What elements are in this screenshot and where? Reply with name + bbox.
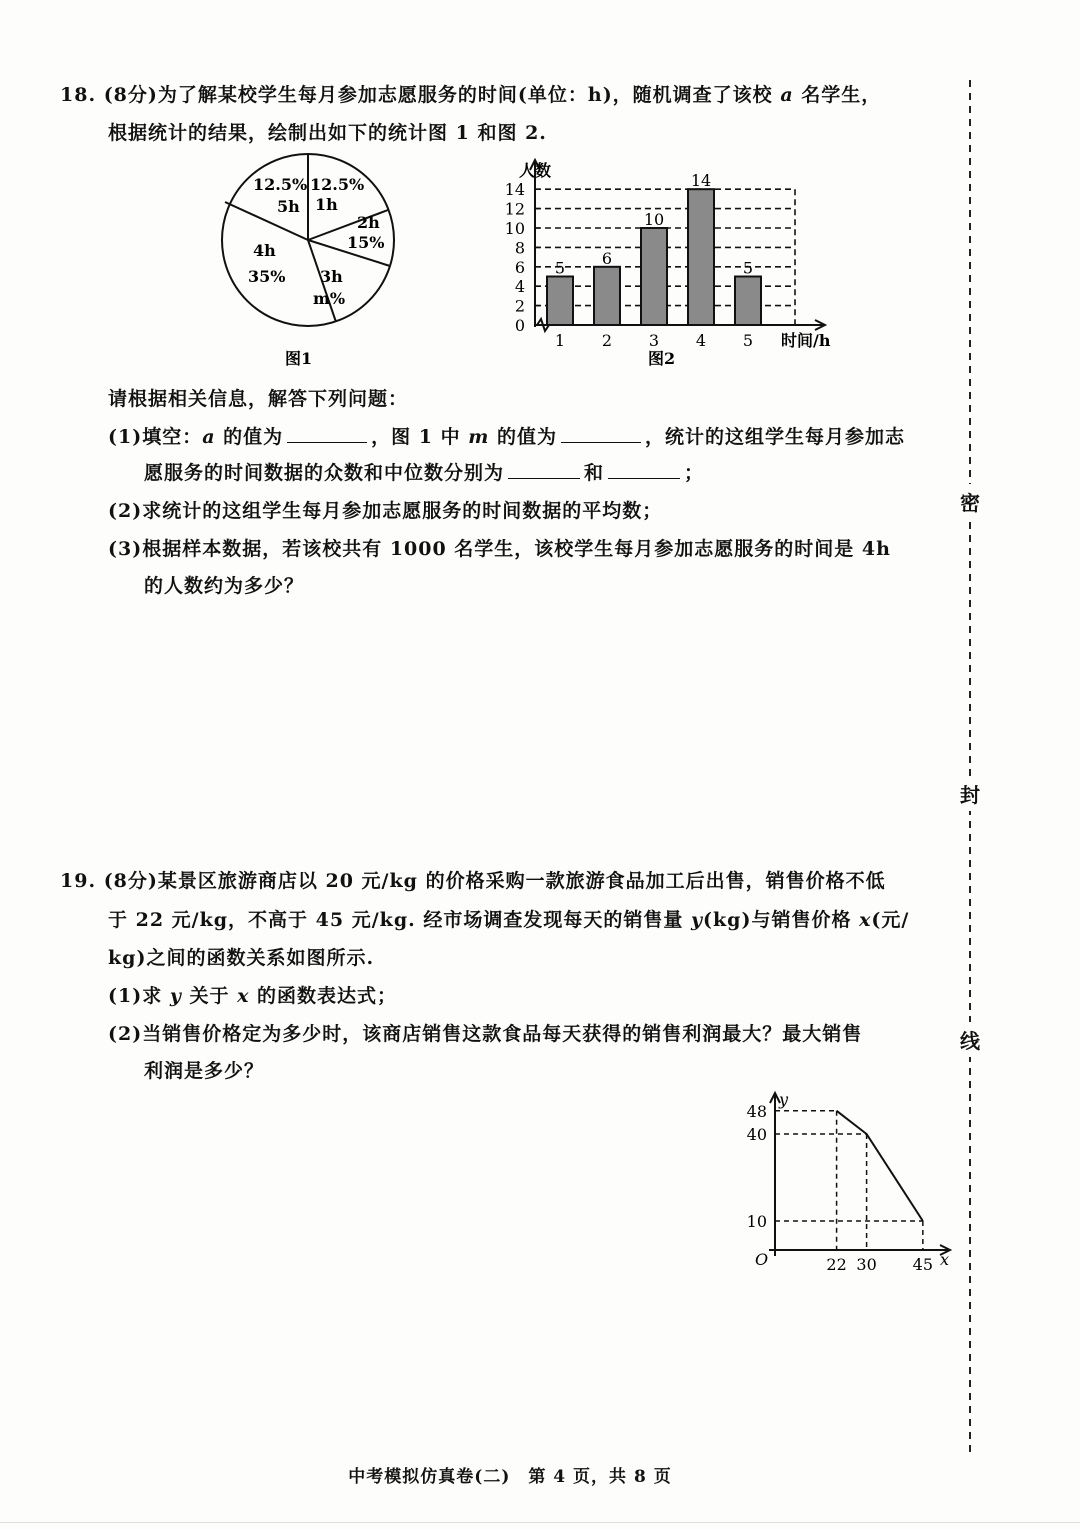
seal-char-1: 密 <box>960 484 980 519</box>
bar-value-label: 6 <box>601 248 613 268</box>
var-m: m <box>468 426 490 448</box>
q18-p1-text-g: 和 <box>584 462 605 484</box>
bar-xtick-label: 3 <box>648 331 660 350</box>
q19-number: 19. <box>60 870 97 892</box>
var-x-2: x <box>237 985 250 1007</box>
bar-1 <box>547 277 573 326</box>
bar-ytick-label: 14 <box>504 180 525 200</box>
q18-part1-line1 <box>108 422 905 449</box>
q18-p1-text-a: (1)填空： <box>108 426 203 448</box>
pie-p1: 12.5% <box>310 175 365 194</box>
graph-axis-y: y <box>779 1090 789 1109</box>
q19-line3: kg)之间的函数关系如图所示. <box>108 947 375 969</box>
pie-p5: 12.5% <box>253 175 308 194</box>
pie-h4: 4h <box>253 241 276 260</box>
function-graph <box>735 1085 960 1275</box>
q18-score: (8分) <box>103 84 158 106</box>
q18-stem-b: 名学生， <box>793 84 882 106</box>
bar-4 <box>688 189 714 325</box>
bar-xtick-label: 5 <box>742 331 754 350</box>
q18-stem-a: 为了解某校学生每月参加志愿服务的时间(单位：h)，随机调查了该校 <box>157 84 781 106</box>
q18-part1-line2 <box>144 458 704 485</box>
bar-caption: 图2 <box>648 349 676 368</box>
pie-chart <box>215 150 415 380</box>
q18-p1-text-e: ，统计的这组学生每月参加志 <box>644 426 905 448</box>
bar-value-label: 14 <box>690 171 712 191</box>
graph-ytick-label: 10 <box>746 1212 767 1231</box>
pie-caption: 图1 <box>285 349 313 368</box>
graph-xtick-label: 45 <box>912 1255 934 1274</box>
pie-h2: 2h <box>357 213 380 232</box>
q19-stem-2b: (kg)与销售价格 <box>703 909 860 931</box>
q19-stem-2a: 于 22 元/kg，不高于 45 元/kg. 经市场调查发现每天的销售量 <box>108 909 691 931</box>
q18-intro: 请根据相关信息，解答下列问题： <box>108 388 409 410</box>
bar-xlabel: 时间/h <box>781 331 831 350</box>
q18-p1-text-h: ； <box>684 462 705 484</box>
q18-part3-line1: (3)根据样本数据，若该校共有 1000 名学生，该校学生每月参加志愿服务的时间是 4h <box>108 538 891 560</box>
bar-chart <box>485 152 845 377</box>
graph-xtick-label: 22 <box>826 1255 847 1274</box>
graph-origin: O <box>755 1250 769 1269</box>
var-a: a <box>780 84 794 106</box>
q18-line2: 根据统计的结果，绘制出如下的统计图 1 和图 2. <box>108 122 547 144</box>
bar-5 <box>735 277 761 326</box>
answer-blank-mode[interactable] <box>508 462 580 479</box>
graph-ytick-label: 48 <box>746 1101 767 1121</box>
q18-p1-text-d: 的值为 <box>489 426 557 448</box>
q18-number: 18. <box>60 84 97 106</box>
q18-p1-text-f: 愿服务的时间数据的众数和中位数分别为 <box>144 462 505 484</box>
q18-part2: (2)求统计的这组学生每月参加志愿服务的时间数据的平均数； <box>108 500 663 522</box>
bar-ytick-label: 8 <box>514 238 525 258</box>
bar-value-label: 5 <box>554 258 566 278</box>
bar-ytick-label: 0 <box>514 316 525 335</box>
pie-h3: 3h <box>320 267 343 286</box>
pie-h5: 5h <box>277 197 300 216</box>
q19-stem-2c: (元/ <box>871 909 910 931</box>
q19-p1-a: (1)求 <box>108 985 170 1007</box>
pie-p2: 15% <box>347 233 385 252</box>
bar-xtick-label: 4 <box>695 331 707 350</box>
page-footer: 中考模拟仿真卷(二) 第 4 页，共 8 页 <box>348 1467 672 1487</box>
bar-2 <box>594 267 620 325</box>
bottom-divider <box>0 1522 1080 1523</box>
seal-char-3: 线 <box>960 1022 980 1057</box>
seal-line <box>960 80 980 1460</box>
q18-part3-line2: 的人数约为多少？ <box>144 575 305 597</box>
var-y-2: y <box>169 985 182 1007</box>
var-a-2: a <box>202 426 216 448</box>
answer-blank-median[interactable] <box>608 462 680 479</box>
graph-function-line <box>837 1111 923 1221</box>
var-y: y <box>690 909 704 931</box>
bar-ytick-label: 10 <box>504 219 525 238</box>
bar-3 <box>641 228 667 325</box>
bar-ytick-label: 2 <box>514 296 525 316</box>
q18-p1-text-c: ，图 1 中 <box>371 426 469 448</box>
q19-p1-b: 关于 <box>181 985 238 1007</box>
bar-ytick-label: 6 <box>514 257 525 277</box>
q19-stem-1: 某景区旅游商店以 20 元/kg 的价格采购一款旅游食品加工后出售，销售价格不低 <box>157 870 886 892</box>
q18-p1-text-b: 的值为 <box>215 426 284 448</box>
graph-axis-x: x <box>940 1250 950 1269</box>
q19-part2-line1: (2)当销售价格定为多少时，该商店销售这款食品每天获得的销售利润最大？最大销售 <box>108 1023 863 1045</box>
q19-line1 <box>60 866 886 893</box>
bar-ytick-label: 4 <box>514 277 525 297</box>
answer-blank-a[interactable] <box>287 426 367 443</box>
q18-line1 <box>60 80 881 107</box>
pie-p3: m% <box>313 289 346 308</box>
q19-part1 <box>108 981 397 1008</box>
answer-blank-m[interactable] <box>561 426 641 443</box>
pie-h1: 1h <box>315 195 338 214</box>
bar-value-label: 10 <box>643 210 665 229</box>
bar-ytick-label: 12 <box>504 199 525 219</box>
graph-xtick-label: 30 <box>856 1255 877 1274</box>
q19-score: (8分) <box>103 870 158 892</box>
graph-ytick-label: 40 <box>746 1125 767 1144</box>
bar-xtick-label: 1 <box>554 331 566 350</box>
var-x: x <box>859 909 872 931</box>
q19-line2 <box>108 905 909 932</box>
pie-p4: 35% <box>248 267 286 286</box>
bar-value-label: 5 <box>742 258 754 278</box>
seal-char-2: 封 <box>960 776 980 811</box>
bar-ylabel: 人数 <box>519 161 552 180</box>
q19-part2-line2: 利润是多少？ <box>144 1060 265 1082</box>
bar-xtick-label: 2 <box>601 331 613 350</box>
q19-p1-c: 的函数表达式； <box>249 985 398 1007</box>
